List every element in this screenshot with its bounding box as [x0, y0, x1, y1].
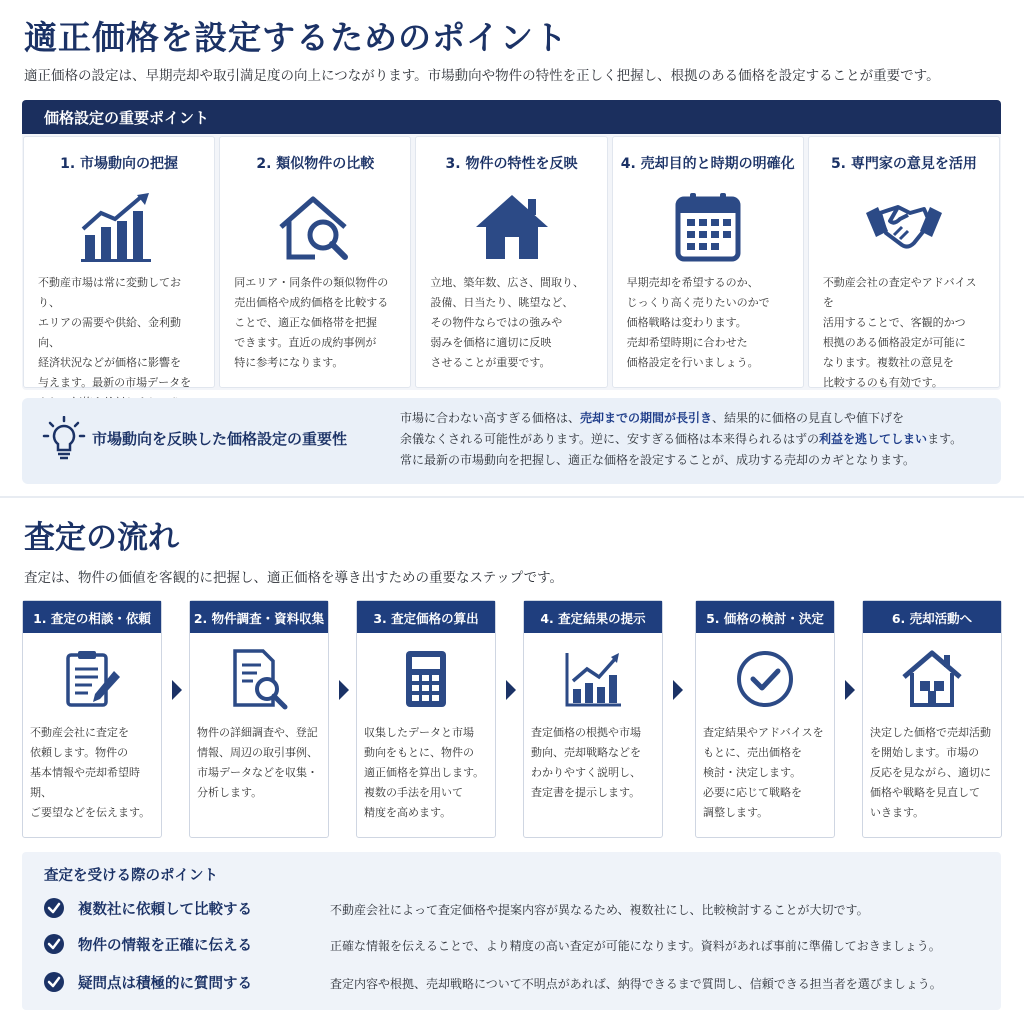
tip-item	[44, 970, 994, 996]
page-title: 適正価格を設定するためのポイント	[24, 18, 568, 57]
step-arrow-icon	[845, 680, 855, 700]
card-text: 同エリア・同条件の類似物件の 売出価格や成約価格を比較する ことで、適正な価格帯を把握 できます。直近の成約事例が 特に参考になります。	[234, 276, 389, 369]
tip-text: 査定内容や根拠、売却戦略について不明点があれば、納得できるまで質問し、信頼できる担当者を選びましょう。	[330, 977, 942, 991]
tip-text: 正確な情報を伝えることで、より精度の高い査定が可能になります。資料があれば事前に準備しておきましょう。	[330, 939, 941, 953]
step-arrow-icon	[172, 680, 182, 700]
step-text: 物件の詳細調査や、登記 情報、周辺の取引事例、 市場データなどを収集・ 分析します。	[197, 726, 318, 799]
house-icon	[900, 647, 964, 711]
card-text: 不動産市場は常に変動しており、 エリアの需要や供給、金利動向、 経済状況などが価格に影響を 与えます。最新の市場データを	[38, 276, 192, 389]
callout-title: 市場動向を反映した価格設定の重要性	[92, 430, 348, 448]
step-title: 4. 査定結果の提示	[524, 601, 662, 633]
check-circle-icon	[44, 934, 64, 954]
panel-header: 価格設定の重要ポイント	[22, 100, 1001, 134]
card-text: 立地、築年数、広さ、間取り、 設備、日当たり、眺望など、 その物件ならではの強みや 弱みを価格に適切に反映 させることが重要です。	[430, 276, 584, 369]
check-circle-icon	[733, 647, 797, 711]
tip-item	[44, 896, 994, 922]
step-text: 査定結果やアドバイスを もとに、売出価格を 検討・決定します。 必要に応じて戦略を 調整します。	[703, 726, 824, 819]
market-trend-callout	[22, 398, 1001, 484]
card-title: 1. 市場動向の把握	[60, 156, 179, 172]
callout-text: 市場に合わない高すぎる価格は、売却までの期間が長引き、結果的に価格の見直しや値下げを 余儀なくされる可能性があります。逆に、安すぎる価格は本来得られるはずの利益を逃してしまいます。 常に最新の市場動向を把握し、適正な価格を設定することが、成功する売却のカギとなります。	[400, 411, 963, 467]
point-card-timing	[612, 136, 804, 388]
point-card-market-trend	[23, 136, 215, 388]
step-card-result	[523, 600, 663, 838]
house-icon	[472, 191, 552, 263]
step-card-consult	[22, 600, 162, 838]
calendar-icon	[668, 191, 748, 263]
card-title: 5. 専門家の意見を活用	[830, 156, 977, 172]
step-title: 1. 査定の相談・依頼	[23, 601, 161, 633]
card-title: 3. 物件の特性を反映	[445, 156, 578, 172]
point-card-expert	[808, 136, 1000, 388]
section-title: 査定の流れ	[24, 520, 179, 556]
step-title: 3. 査定価格の算出	[357, 601, 495, 633]
step-card-decision	[695, 600, 835, 838]
card-title: 2. 類似物件の比較	[256, 156, 375, 172]
document-search-icon	[227, 647, 291, 711]
tip-item	[44, 932, 994, 958]
step-arrow-icon	[506, 680, 516, 700]
step-arrow-icon	[339, 680, 349, 700]
point-card-comparison	[219, 136, 411, 388]
step-card-survey	[189, 600, 329, 838]
section-description: 適正価格の設定は、早期売却や取引満足度の向上につながります。市場動向や物件の特性を正しく把握し、根拠のある価格を設定することが重要です。	[24, 68, 940, 84]
highlight-text: 利益を逃してしまい	[819, 432, 928, 446]
card-title: 4. 売却目的と時期の明確化	[620, 156, 795, 172]
bar-chart-growth-icon	[79, 191, 159, 263]
lightbulb-icon	[42, 416, 86, 464]
calculator-icon	[394, 647, 458, 711]
step-text: 査定価格の根拠や市場 動向、売却戦略などを わかりやすく説明し、 査定書を提示します。	[531, 726, 641, 799]
card-text: 早期売却を希望するのか、 じっくり高く売りたいのかで 価格戦略は変わります。 売却希望時期に合わせた 価格設定を行いましょう。	[626, 276, 770, 369]
step-arrow-icon	[673, 680, 683, 700]
house-search-icon	[275, 191, 355, 263]
point-card-property-features	[415, 136, 607, 388]
step-text: 収集したデータと市場 動向をもとに、物件の 適正価格を算出します。 複数の手法を用いて 精度を高めます。	[364, 726, 485, 819]
step-text: 不動産会社に査定を 依頼します。物件の 基本情報や売却希望時期、 ご要望などを伝えます。	[30, 726, 151, 819]
step-text: 決定した価格で売却活動 を開始します。市場の 反応を見ながら、適切に 価格や戦略を見直して いきます。	[870, 726, 991, 819]
price-points-panel	[22, 100, 1001, 390]
tip-text: 不動産会社によって査定価格や提案内容が異なるため、複数社にし、比較検討することが大切です。	[330, 903, 869, 917]
tip-label: 複数社に依頼して比較する	[78, 902, 252, 918]
step-card-sales	[862, 600, 1002, 838]
handshake-icon	[864, 191, 944, 263]
appraisal-tips-panel	[22, 852, 1001, 1010]
section-divider	[0, 496, 1024, 498]
tips-title: 査定を受ける際のポイント	[44, 868, 218, 884]
step-title: 2. 物件調査・資料収集	[190, 601, 328, 633]
section-description: 査定は、物件の価値を客観的に把握し、適正価格を導き出すための重要なステップです。	[24, 570, 564, 586]
tip-label: 物件の情報を正確に伝える	[78, 938, 252, 954]
card-text: 不動産会社の査定やアドバイスを 活用することで、客観的かつ 根拠のある価格設定が可能に なります。複数社の意見を 比較するのも有効です。	[822, 276, 977, 389]
step-title: 6. 売却活動へ	[863, 601, 1001, 633]
chart-growth-icon	[561, 647, 625, 711]
step-title: 5. 価格の検討・決定	[696, 601, 834, 633]
step-card-calculation	[356, 600, 496, 838]
check-circle-icon	[44, 898, 64, 918]
clipboard-pen-icon	[60, 647, 124, 711]
highlight-text: 売却までの期間が長引き	[580, 411, 713, 425]
appraisal-steps	[22, 600, 1002, 840]
check-circle-icon	[44, 972, 64, 992]
tip-label: 疑問点は積極的に質問する	[78, 976, 252, 992]
